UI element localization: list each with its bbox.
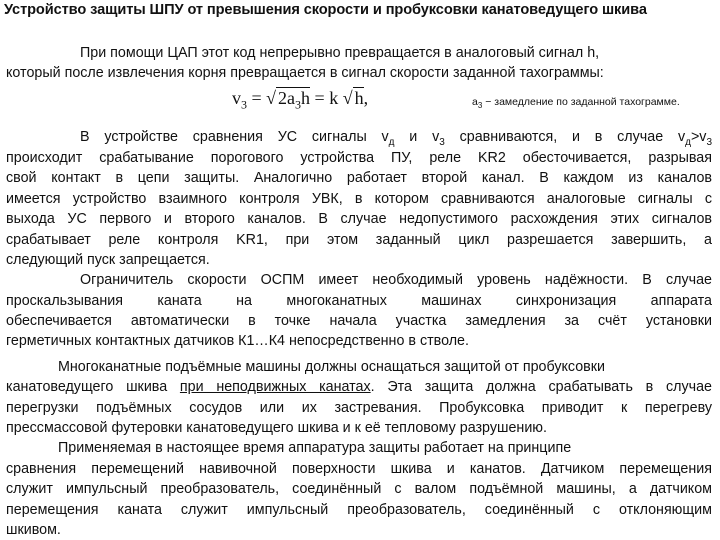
note-var-sub: 3 — [477, 101, 483, 111]
formula-note — [472, 96, 680, 111]
text-fragment: В устройстве сравнения УС сигналы v — [80, 129, 389, 145]
subscript: д — [685, 136, 691, 148]
formula-root-sign: √ — [266, 88, 277, 108]
paragraph-line: Ограничитель скорости ОСПМ имеет необходимый уровень надёжности. В случае — [80, 272, 712, 288]
paragraph-line: срабатывает реле контроля KR1, при этом заданный цикл разрешается завершить, а — [6, 232, 712, 248]
paragraph-line — [80, 127, 712, 147]
text-fragment: . Эта защита должна срабатывать в случае — [370, 379, 712, 395]
formula-root1 — [276, 87, 311, 112]
text-fragment: >v — [690, 129, 707, 145]
text-fragment: сравниваются, и в случае v — [444, 129, 686, 145]
text-fragment: и v — [394, 129, 440, 145]
paragraph-line: служит импульсный преобразователь, соединённый с валом подъёмной машины, а датчиком — [6, 481, 712, 497]
paragraph-line — [6, 377, 712, 397]
paragraph-line: который после извлечения корня превращается в сигнал скорости заданной тахограммы: — [6, 65, 604, 81]
subscript: 3 — [439, 136, 445, 148]
paragraph-line: свой контакт в цепи защиты. Аналогично работает второй канал. В каждом из каналов — [6, 170, 712, 186]
paragraph-line: сравнения перемещений навивочной поверхности шкива и канатов. Датчиком перемещения — [6, 461, 712, 477]
underlined-text: при неподвижных канатах — [179, 379, 371, 395]
paragraph-line: происходит срабатывание порогового устройства ПУ, реле KR2 обесточивается, разрывая — [6, 150, 712, 166]
formula-end: , — [363, 88, 369, 108]
formula-root-sign-2: √ — [342, 88, 353, 108]
paragraph-line: Многоканатные подъёмные машины должны оснащаться защитой от пробуксовки — [58, 359, 606, 375]
formula-eq1: = — [247, 88, 267, 108]
subscript: 3 — [706, 136, 712, 148]
subscript: д — [388, 136, 395, 148]
paragraph-line: перегрузки подъёмных сосудов или их застревания. Пробуксовка приводит к перегреву — [6, 400, 712, 416]
formula-eq2: = k — [310, 88, 343, 108]
paragraph-line: обеспечивается автоматически в точке начала участка замедления за счёт установки — [6, 313, 712, 329]
paragraph-line: герметичных контактных датчиков К1…К4 непосредственно в стволе. — [6, 333, 469, 349]
text-fragment: канатоведущего шкива — [6, 379, 180, 395]
paragraph-line: шкивом. — [6, 522, 61, 538]
formula-lhs-sub: 3 — [241, 97, 247, 112]
note-text: − замедление по заданной тахограмме. — [482, 96, 680, 108]
note-var: a — [472, 96, 478, 108]
paragraph-line: выхода УС первого и второго каналов. В случае недопустимого расхождения этих сигналов — [6, 211, 712, 227]
paragraph-line: имеется устройство взаимного контроля УВК, в котором сравниваются аналоговые сигналы с — [6, 191, 712, 207]
paragraph-line: следующий пуск запрещается. — [6, 252, 210, 268]
page-title: Устройство защиты ШПУ от превышения скорости и пробуксовки канатоведущего шкива — [4, 2, 647, 18]
formula-root1-body: 2a — [278, 88, 296, 108]
paragraph-line: перемещения каната служит импульсный преобразователь, соединённый с отклоняющим — [6, 502, 712, 518]
paragraph-line: прессмассовой футеровки канатоведущего шкива и к её тепловому разрушению. — [6, 420, 547, 436]
speed-formula — [232, 88, 369, 112]
formula-root1-sub: 3 — [295, 97, 302, 112]
formula-lhs: v — [232, 88, 241, 108]
paragraph-line: проскальзывания каната на многоканатных машинах синхронизация аппарата — [6, 293, 712, 309]
paragraph-line: При помощи ЦАП этот код непрерывно превращается в аналоговый сигнал h, — [80, 45, 600, 61]
paragraph-line: Применяемая в настоящее время аппаратура защиты работает на принципе — [58, 440, 572, 456]
formula-root1-tail: h — [301, 88, 311, 108]
formula-root2-body: h — [354, 88, 364, 108]
